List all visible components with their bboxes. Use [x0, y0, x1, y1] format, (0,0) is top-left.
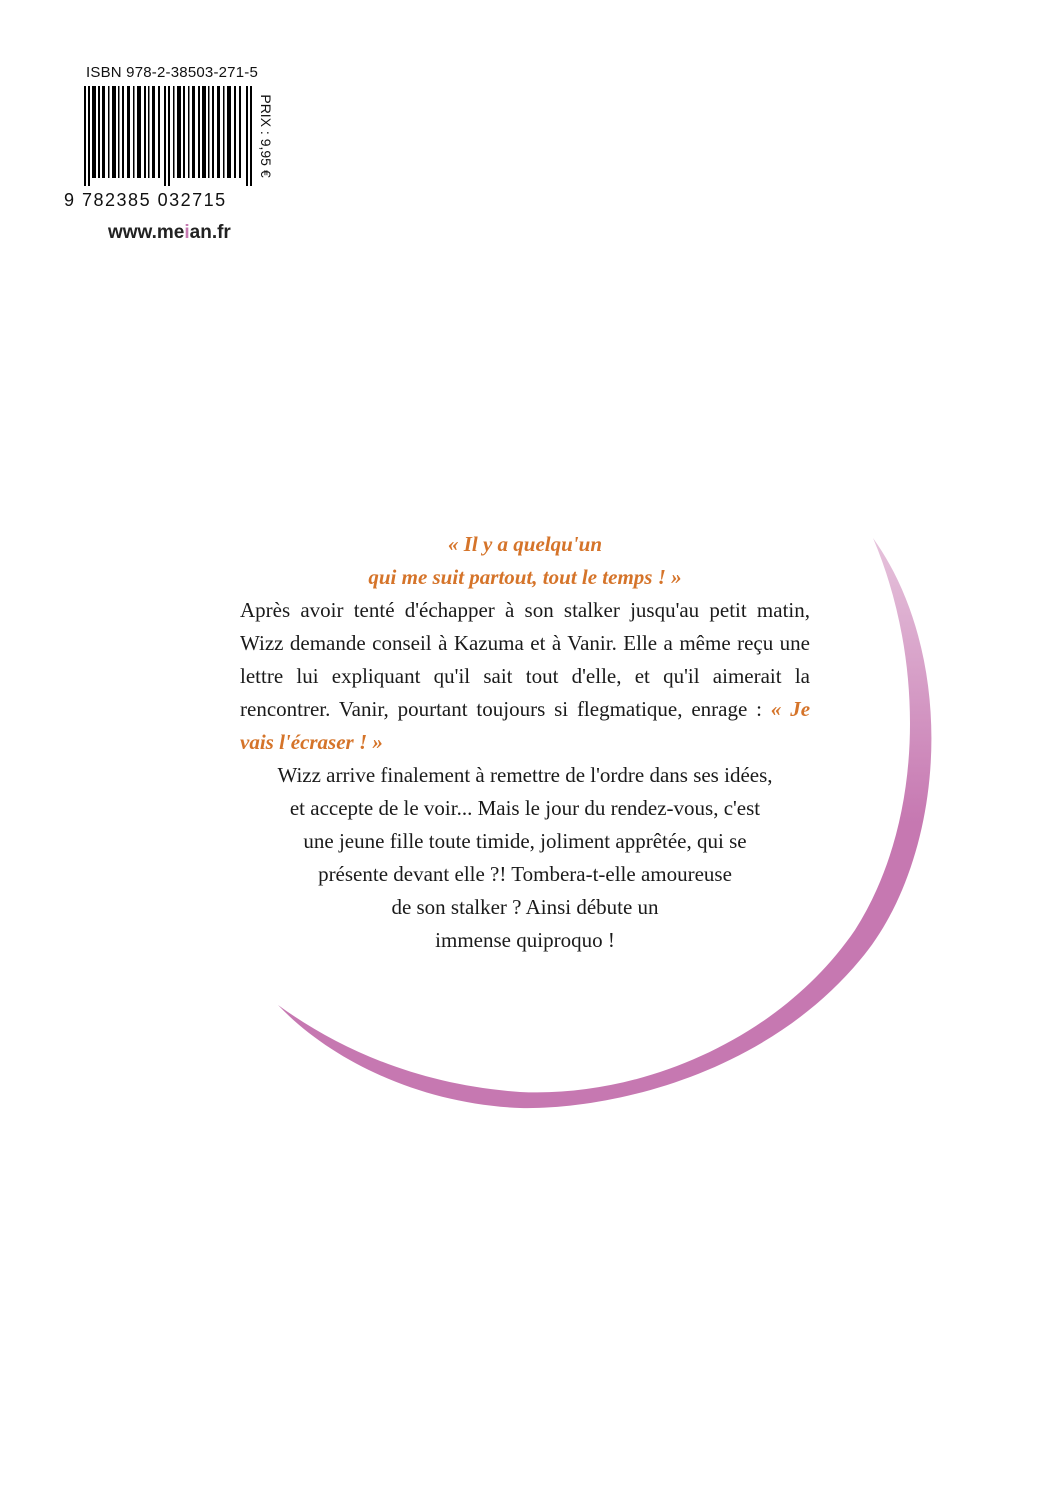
vanir-quote: « Je vais l'écraser ! »	[240, 697, 811, 754]
summary-line-1: Wizz arrive finalement à remettre de l'ordre dans ses idées,	[277, 763, 773, 787]
summary-line-5: de son stalker ? Ainsi débute un	[391, 895, 659, 919]
summary-paragraph-1	[240, 594, 810, 759]
price-text: PRIX : 9,95 €	[258, 94, 274, 178]
website-highlight: i	[184, 222, 190, 243]
opening-quote	[240, 528, 810, 594]
opening-quote-line1: « Il y a quelqu'un	[447, 532, 603, 556]
website-suffix: an.fr	[189, 222, 231, 243]
summary-paragraph-1-text: Après avoir tenté d'échapper à son stalker jusqu'au petit matin, Wizz demande conseil à Kazuma et à Vanir. Elle a même reçu une lettre lui expliquant qu'il sait tout d'elle, et qu'il aimerait la rencontrer. Vanir, pourtant toujours si flegmatique, enrage :	[240, 598, 810, 721]
summary-line-6: immense quiproquo !	[435, 928, 615, 952]
barcode-digits: 9 782385 032715	[64, 190, 227, 210]
website-prefix: www.me	[108, 222, 185, 243]
back-cover-blurb	[240, 528, 810, 957]
opening-quote-line2: qui me suit partout, tout le temps ! »	[368, 565, 682, 589]
summary-line-3: une jeune fille toute timide, joliment apprêtée, qui se	[303, 829, 747, 853]
isbn-label: ISBN 978-2-38503-271-5	[86, 64, 259, 81]
summary-line-4: présente devant elle ?! Tombera-t-elle amoureuse	[318, 862, 732, 886]
summary-line-2: et accepte de le voir... Mais le jour du rendez-vous, c'est	[289, 796, 761, 820]
